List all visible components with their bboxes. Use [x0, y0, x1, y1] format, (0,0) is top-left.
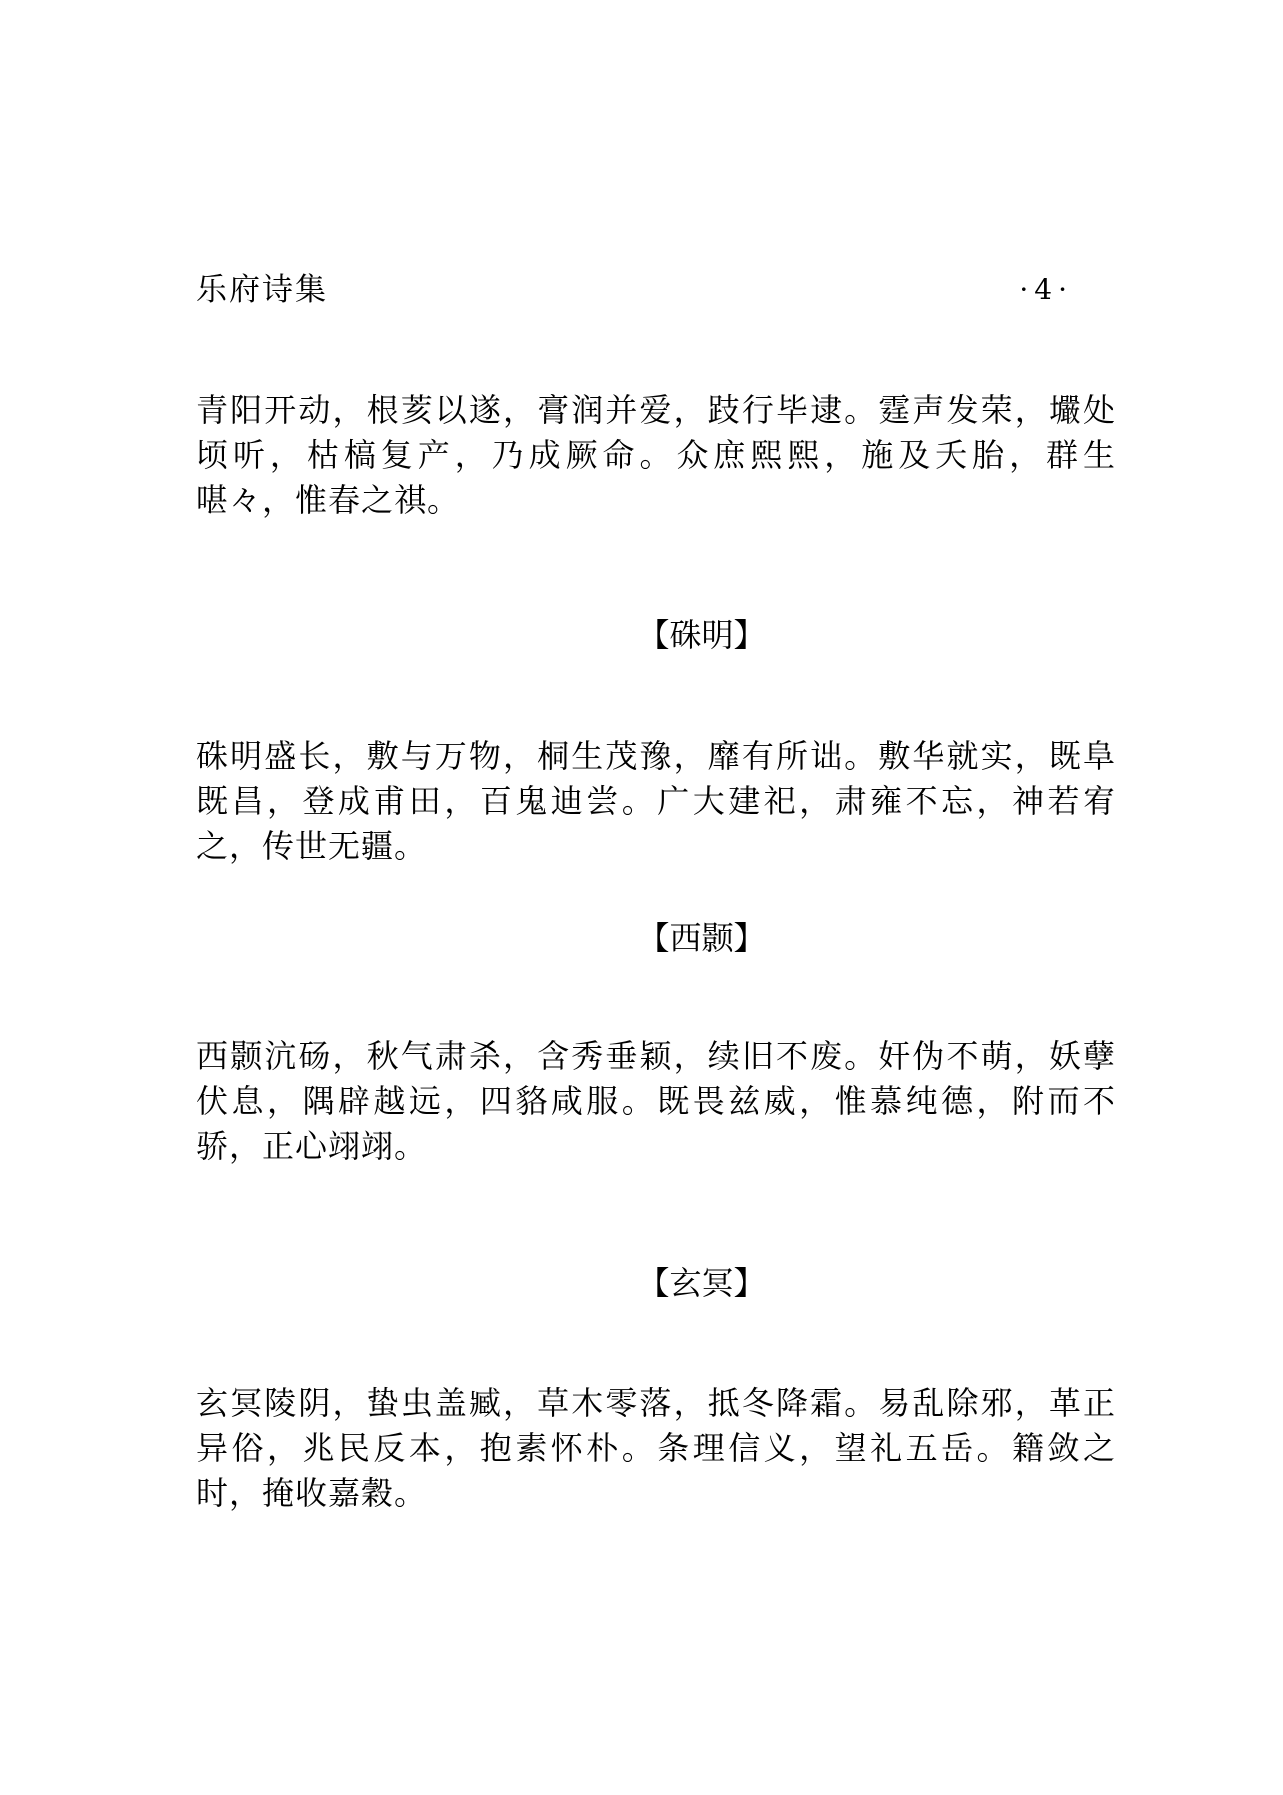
section-title-zhuming: 【硃明】 — [637, 616, 766, 654]
running-head-book-title: 乐府诗集 — [196, 272, 328, 308]
stanza-zhuming: 硃明盛长，敷与万物，桐生茂豫，靡有所诎。敷华就实，既阜既昌，登成甫田，百鬼迪尝。广大建祀，肃雍不忘，神若宥之，传世无疆。 — [196, 737, 1116, 865]
section-title-xuanming: 【玄冥】 — [637, 1264, 766, 1302]
page-number: ·4· — [1019, 273, 1073, 306]
stanza-qingyang: 青阳开动，根荄以遂，膏润并爱，跂行毕逮。霆声发荣，壧处顷听，枯槁复产，乃成厥命。众庶熙熙，施及夭胎，群生啿々，惟春之祺。 — [196, 391, 1116, 519]
section-title-xihao: 【西颢】 — [637, 919, 766, 957]
stanza-xuanming: 玄冥陵阴，蛰虫盖臧，草木零落，抵冬降霜。易乱除邪，革正异俗，兆民反本，抱素怀朴。条理信义，望礼五岳。籍敛之时，掩收嘉穀。 — [196, 1384, 1116, 1512]
stanza-xihao: 西颢沆砀，秋气肃杀，含秀垂颖，续旧不废。奸伪不萌，妖孽伏息，隅辟越远，四貉咸服。既畏兹威，惟慕纯德，附而不骄，正心翊翊。 — [196, 1037, 1116, 1165]
